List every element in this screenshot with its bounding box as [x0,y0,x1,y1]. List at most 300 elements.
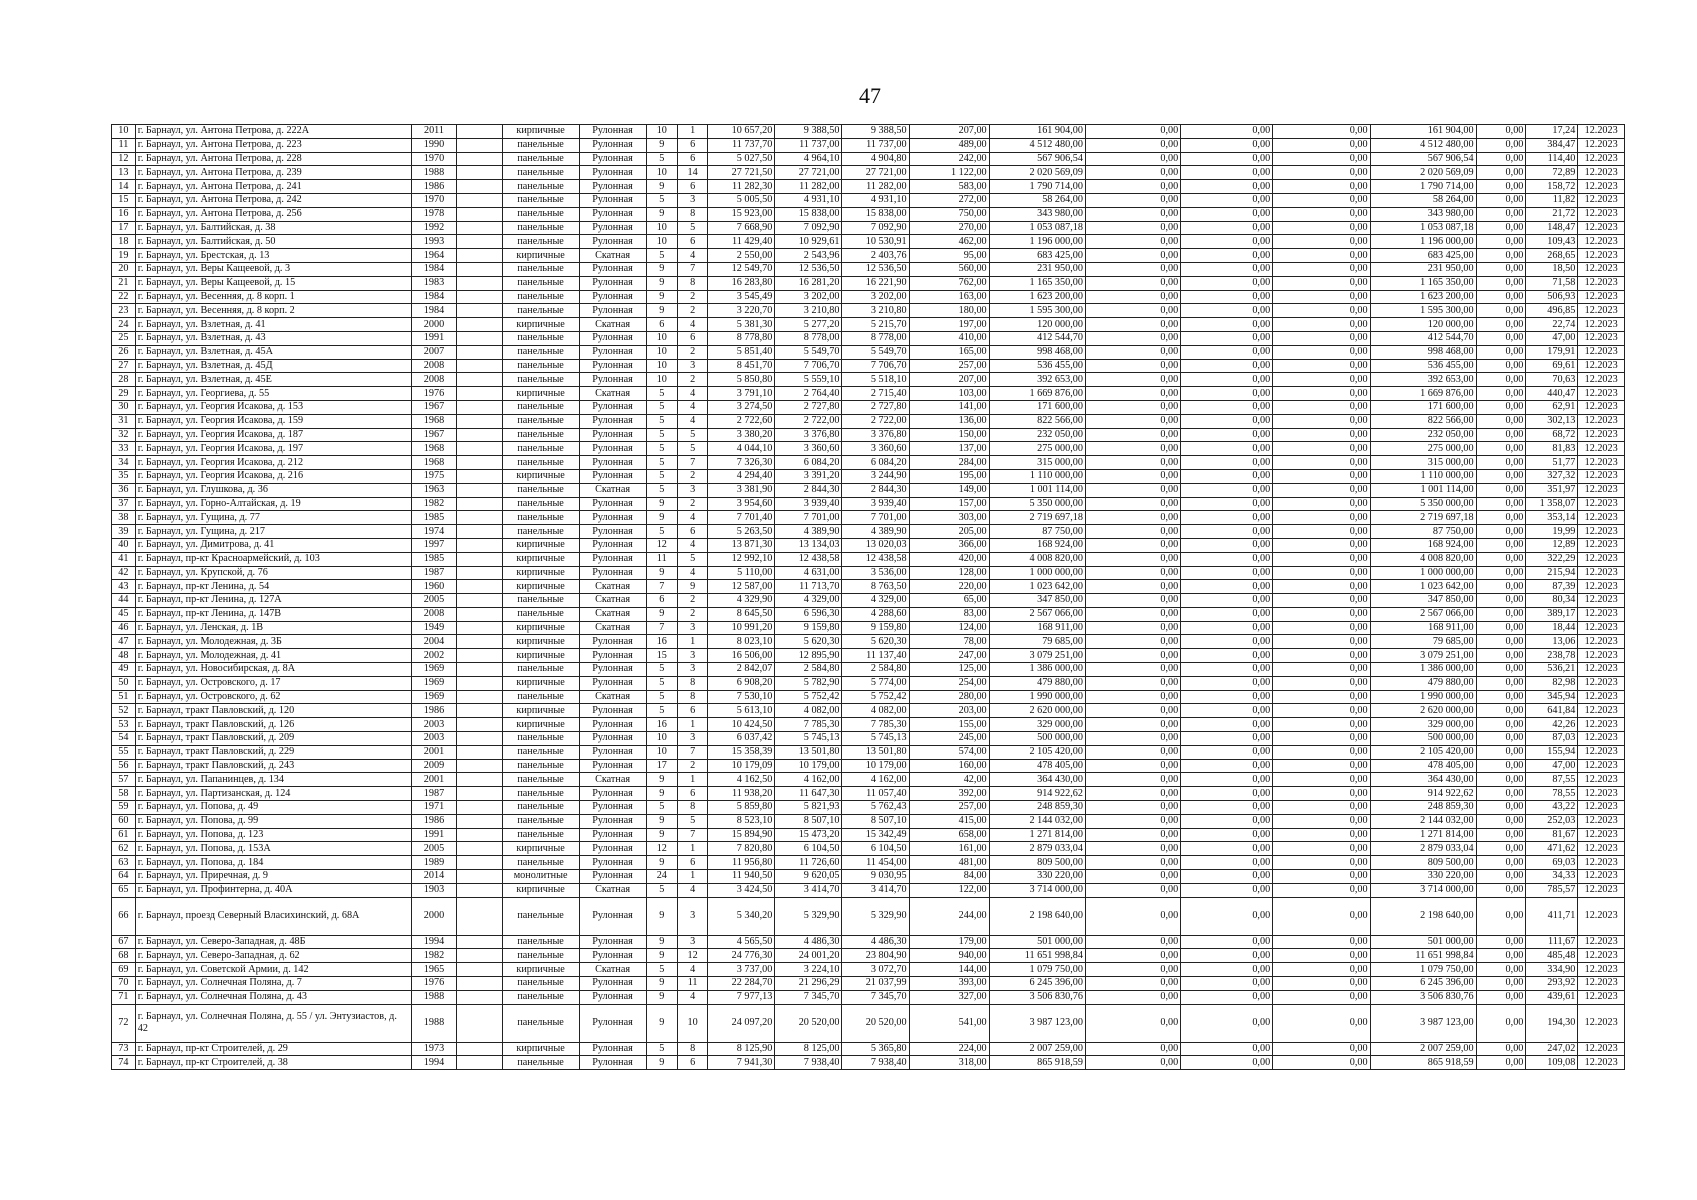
table-cell: 8 778,80 [708,331,775,345]
table-cell: г. Барнаул, ул. Горно-Алтайская, д. 19 [135,497,411,511]
table-cell: 78,55 [1526,787,1578,801]
table-cell: 481,00 [909,856,989,870]
table-cell: 3 381,90 [708,483,775,497]
table-cell: 20 [112,262,136,276]
table-cell: г. Барнаул, ул. Островского, д. 17 [135,676,411,690]
table-cell: г. Барнаул, ул. Крупской, д. 76 [135,566,411,580]
table-cell: 42,26 [1526,718,1578,732]
table-cell: Рулонная [579,497,646,511]
table-cell: 1993 [411,235,456,249]
table-cell: г. Барнаул, ул. Георгия Исакова, д. 153 [135,400,411,414]
table-cell: 0,00 [1181,580,1273,594]
table-cell: 10 [646,166,677,180]
table-cell: 12 [646,842,677,856]
table-cell: 4 904,80 [842,152,909,166]
table-row [112,359,1625,373]
table-cell: 12.2023 [1578,469,1625,483]
table-cell: г. Барнаул, ул. Солнечная Поляна, д. 43 [135,990,411,1004]
table-cell [457,483,502,497]
table-cell: 12.2023 [1578,414,1625,428]
table-cell: 0,00 [1273,883,1370,897]
table-cell: г. Барнаул, ул. Антона Петрова, д. 228 [135,152,411,166]
table-row [112,414,1625,428]
table-cell: 0,00 [1273,304,1370,318]
table-cell: Рулонная [579,511,646,525]
table-row [112,456,1625,470]
table-cell: 9 [646,290,677,304]
table-cell: 109,08 [1526,1056,1578,1070]
table-cell: 9 [646,949,677,963]
table-cell: 2004 [411,635,456,649]
table-row [112,949,1625,963]
table-cell: панельные [502,428,579,442]
table-cell: кирпичные [502,676,579,690]
table-cell: г. Барнаул, ул. Взлетная, д. 43 [135,331,411,345]
table-cell: 0,00 [1273,387,1370,401]
table-cell: 17 [646,759,677,773]
table-cell: 1 165 350,00 [1370,276,1476,290]
table-cell: 6 [677,1056,707,1070]
table-cell: 1 [677,773,707,787]
table-cell: 0,00 [1273,345,1370,359]
table-cell: 0,00 [1273,704,1370,718]
table-cell: 12.2023 [1578,828,1625,842]
table-cell: 12 [646,538,677,552]
table-cell: 4 [677,318,707,332]
table-cell: 1967 [411,400,456,414]
table-cell: 11 737,00 [775,138,842,152]
table-cell: 0,00 [1273,676,1370,690]
table-cell: 0,00 [1181,842,1273,856]
table-cell: 5 [646,442,677,456]
table-cell: 81,67 [1526,828,1578,842]
table-cell: 9 [677,580,707,594]
table-cell: 0,00 [1476,949,1526,963]
table-cell: 2 [677,607,707,621]
table-cell: панельные [502,138,579,152]
table-cell: 0,00 [1085,842,1180,856]
table-cell: 0,00 [1273,180,1370,194]
table-cell: 6 245 396,00 [1370,977,1476,991]
table-cell: 1992 [411,221,456,235]
table-cell: 0,00 [1181,594,1273,608]
table-cell: 7 820,80 [708,842,775,856]
table-cell: 18 [112,235,136,249]
table-cell: 5 381,30 [708,318,775,332]
table-cell: 0,00 [1085,359,1180,373]
table-cell: 231 950,00 [1370,262,1476,276]
table-cell [457,193,502,207]
table-row [112,345,1625,359]
table-cell: 1 623 200,00 [1370,290,1476,304]
table-cell: 0,00 [1085,262,1180,276]
table-cell: г. Барнаул, ул. Попова, д. 99 [135,814,411,828]
table-row [112,400,1625,414]
table-cell: г. Барнаул, ул. Солнечная Поляна, д. 7 [135,977,411,991]
table-cell: 0,00 [1476,704,1526,718]
table-cell: 1982 [411,497,456,511]
table-cell: 0,00 [1476,180,1526,194]
table-cell: 34,33 [1526,870,1578,884]
table-cell: 1 386 000,00 [989,663,1085,677]
table-cell: 1982 [411,949,456,963]
table-cell: 5 752,42 [842,690,909,704]
table-cell: 0,00 [1476,538,1526,552]
table-cell: 0,00 [1273,635,1370,649]
table-cell: 3 079 251,00 [1370,649,1476,663]
table-cell: 9 [646,304,677,318]
table-row [112,387,1625,401]
table-cell: 69 [112,963,136,977]
table-cell: 13 020,03 [842,538,909,552]
table-cell: 0,00 [1476,828,1526,842]
table-cell: Рулонная [579,676,646,690]
table-cell: 47,00 [1526,759,1578,773]
table-cell: панельные [502,759,579,773]
table-cell: 16 [646,718,677,732]
table-cell: 0,00 [1273,963,1370,977]
table-cell: 5 752,42 [775,690,842,704]
table-cell [457,180,502,194]
table-cell: 0,00 [1273,594,1370,608]
table-cell: 15 838,00 [842,207,909,221]
table-cell: 5 [646,963,677,977]
table-cell: 12 536,50 [842,262,909,276]
table-cell: 0,00 [1273,318,1370,332]
table-cell: 392 653,00 [989,373,1085,387]
table-cell: 0,00 [1476,580,1526,594]
table-cell: Рулонная [579,897,646,935]
table-cell: 0,00 [1273,690,1370,704]
table-cell: 7 [646,580,677,594]
table-cell: 0,00 [1181,773,1273,787]
table-cell: Рулонная [579,759,646,773]
table-cell: 3 202,00 [842,290,909,304]
table-cell: 5 851,40 [708,345,775,359]
table-cell: 10 [646,745,677,759]
table-cell: 0,00 [1181,442,1273,456]
table-cell: 5 [646,400,677,414]
table-cell: 0,00 [1181,469,1273,483]
table-cell: 4 008 820,00 [1370,552,1476,566]
table-cell: 12.2023 [1578,649,1625,663]
table-cell: 215,94 [1526,566,1578,580]
table-cell: 4 [677,387,707,401]
table-cell: 485,48 [1526,949,1578,963]
table-cell: 12 587,00 [708,580,775,594]
table-cell: 37 [112,497,136,511]
table-cell: Рулонная [579,538,646,552]
table-cell: г. Барнаул, проезд Северный Власихинский, д. 68А [135,897,411,935]
table-cell: 10 929,61 [775,235,842,249]
table-cell: 2 842,07 [708,663,775,677]
table-cell: 0,00 [1273,745,1370,759]
table-cell: г. Барнаул, ул. Глушкова, д. 36 [135,483,411,497]
table-cell: 12.2023 [1578,318,1625,332]
table-cell: 45 [112,607,136,621]
table-cell: 11 938,20 [708,787,775,801]
table-cell: г. Барнаул, ул. Попова, д. 123 [135,828,411,842]
table-cell: 2003 [411,732,456,746]
table-cell: 13 501,80 [842,745,909,759]
table-cell: 11 940,50 [708,870,775,884]
table-cell: 12.2023 [1578,990,1625,1004]
table-cell: 1967 [411,428,456,442]
table-cell: 10 657,20 [708,125,775,139]
table-cell: 47 [112,635,136,649]
table-cell: 0,00 [1273,125,1370,139]
table-cell: 1973 [411,1042,456,1056]
table-cell: 4 389,90 [775,525,842,539]
table-cell: 0,00 [1273,497,1370,511]
table-cell: 5 350 000,00 [989,497,1085,511]
table-cell: 0,00 [1273,759,1370,773]
table-cell [457,304,502,318]
table-cell: 6 [677,704,707,718]
table-cell: 7 [677,745,707,759]
table-cell: 10 179,00 [842,759,909,773]
table-cell: 1 165 350,00 [989,276,1085,290]
housing-register-table [111,124,1625,1070]
table-cell: 2007 [411,345,456,359]
table-cell: 0,00 [1181,235,1273,249]
table-cell: г. Барнаул, ул. Гущина, д. 217 [135,525,411,539]
table-cell: 1 [677,125,707,139]
table-cell: 411,71 [1526,897,1578,935]
table-cell [457,387,502,401]
table-cell: 1991 [411,331,456,345]
table-cell: 0,00 [1273,814,1370,828]
table-cell: 52 [112,704,136,718]
table-cell: 3 220,70 [708,304,775,318]
table-cell: 0,00 [1273,538,1370,552]
table-cell: 12 [112,152,136,166]
table-cell: 11 [646,552,677,566]
table-cell: 0,00 [1085,704,1180,718]
table-cell: 205,00 [909,525,989,539]
table-cell: Скатная [579,483,646,497]
table-cell: 0,00 [1476,207,1526,221]
table-cell: 914 922,62 [989,787,1085,801]
table-cell: панельные [502,276,579,290]
table-cell: 171 600,00 [989,400,1085,414]
table-cell [457,566,502,580]
table-cell: 161,00 [909,842,989,856]
table-cell: 583,00 [909,180,989,194]
table-cell: 3 391,20 [775,469,842,483]
table-cell: 8 451,70 [708,359,775,373]
table-cell: 2008 [411,607,456,621]
table-cell: 5 [646,1042,677,1056]
table-row [112,249,1625,263]
table-cell: 3 987 123,00 [1370,1004,1476,1042]
table-cell: 3 244,90 [842,469,909,483]
table-cell: 12.2023 [1578,801,1625,815]
table-cell: 252,03 [1526,814,1578,828]
table-cell: 4 512 480,00 [1370,138,1476,152]
table-cell: 3 [677,935,707,949]
table-row [112,718,1625,732]
table-cell: 1986 [411,814,456,828]
table-cell: 150,00 [909,428,989,442]
table-cell: 1960 [411,580,456,594]
table-cell: 23 [112,304,136,318]
table-cell: 5 [646,456,677,470]
table-cell: 232 050,00 [1370,428,1476,442]
table-cell: 8 [677,801,707,815]
table-cell: 70,63 [1526,373,1578,387]
table-cell: панельные [502,456,579,470]
table-cell: 0,00 [1273,290,1370,304]
table-cell: 15 838,00 [775,207,842,221]
table-cell: 3 210,80 [775,304,842,318]
table-cell: г. Барнаул, ул. Антона Петрова, д. 223 [135,138,411,152]
table-cell: 0,00 [1181,676,1273,690]
table-cell: панельные [502,331,579,345]
table-cell: 1 990 000,00 [989,690,1085,704]
table-cell: 136,00 [909,414,989,428]
table-cell [457,718,502,732]
table-cell: г. Барнаул, тракт Павловский, д. 229 [135,745,411,759]
table-cell: 914 922,62 [1370,787,1476,801]
table-cell: 412 544,70 [989,331,1085,345]
table-cell: 57 [112,773,136,787]
table-cell: 0,00 [1085,511,1180,525]
table-row [112,373,1625,387]
table-row [112,566,1625,580]
table-cell: 18,50 [1526,262,1578,276]
table-cell: 120 000,00 [989,318,1085,332]
table-cell: 0,00 [1085,414,1180,428]
table-cell: 0,00 [1085,1004,1180,1042]
table-cell: 0,00 [1273,400,1370,414]
table-cell: панельные [502,262,579,276]
table-cell: 0,00 [1476,400,1526,414]
table-cell: 1 196 000,00 [1370,235,1476,249]
table-cell: 0,00 [1476,607,1526,621]
table-cell: 0,00 [1273,773,1370,787]
table-cell: 65 [112,883,136,897]
table-cell: 11 647,30 [775,787,842,801]
table-cell: 683 425,00 [1370,249,1476,263]
table-cell: 120 000,00 [1370,318,1476,332]
table-cell: 0,00 [1273,235,1370,249]
table-cell: 0,00 [1085,290,1180,304]
table-cell: 207,00 [909,373,989,387]
table-cell [457,318,502,332]
table-cell: 0,00 [1476,456,1526,470]
table-cell: 351,97 [1526,483,1578,497]
table-cell: 5 [646,193,677,207]
table-cell: 7 092,90 [842,221,909,235]
table-cell: 2 020 569,09 [989,166,1085,180]
table-cell: 12.2023 [1578,732,1625,746]
table-cell: 5 [677,428,707,442]
table-cell: Рулонная [579,152,646,166]
table-cell: Скатная [579,387,646,401]
table-cell: 0,00 [1476,690,1526,704]
table-cell: 11 057,40 [842,787,909,801]
table-cell: 12.2023 [1578,580,1625,594]
table-cell: 1 790 714,00 [1370,180,1476,194]
table-cell: 785,57 [1526,883,1578,897]
table-cell: 12.2023 [1578,262,1625,276]
table-row [112,552,1625,566]
table-cell: 0,00 [1085,594,1180,608]
table-cell: 12.2023 [1578,883,1625,897]
table-cell: 24 [112,318,136,332]
table-cell: 3 360,60 [775,442,842,456]
table-cell: г. Барнаул, тракт Павловский, д. 243 [135,759,411,773]
table-cell: 4 [677,400,707,414]
table-cell: 155,00 [909,718,989,732]
table-cell [457,414,502,428]
table-cell: 122,00 [909,883,989,897]
table-row [112,828,1625,842]
table-cell: 0,00 [1476,663,1526,677]
table-cell: 865 918,59 [989,1056,1085,1070]
table-cell: 0,00 [1181,138,1273,152]
table-cell: 1989 [411,856,456,870]
table-cell: г. Барнаул, ул. Взлетная, д. 45А [135,345,411,359]
table-cell: 5 [677,814,707,828]
table-cell [457,787,502,801]
table-cell [457,138,502,152]
table-cell: 0,00 [1181,704,1273,718]
table-cell: 168 924,00 [989,538,1085,552]
table-cell: 478 405,00 [989,759,1085,773]
table-cell: 1 079 750,00 [989,963,1085,977]
table-cell: 0,00 [1085,373,1180,387]
table-cell: 30 [112,400,136,414]
table-cell: 0,00 [1181,566,1273,580]
table-cell: 2 105 420,00 [1370,745,1476,759]
table-cell: 12.2023 [1578,690,1625,704]
table-cell: панельные [502,345,579,359]
table-cell: Рулонная [579,235,646,249]
table-cell: 161 904,00 [1370,125,1476,139]
table-cell: 12.2023 [1578,1042,1625,1056]
table-cell: 0,00 [1476,635,1526,649]
table-cell: 0,00 [1273,221,1370,235]
table-cell: 6 104,50 [842,842,909,856]
table-cell: 2 007 259,00 [1370,1042,1476,1056]
table-cell: 220,00 [909,580,989,594]
table-cell: кирпичные [502,387,579,401]
table-cell: 62 [112,842,136,856]
table-cell: 4 082,00 [842,704,909,718]
table-cell: 7 345,70 [842,990,909,1004]
table-cell: 238,78 [1526,649,1578,663]
table-cell: Рулонная [579,566,646,580]
table-cell: 12.2023 [1578,949,1625,963]
table-cell: 8 645,50 [708,607,775,621]
table-cell: 9 [646,138,677,152]
table-cell: 0,00 [1181,990,1273,1004]
table-cell: 148,47 [1526,221,1578,235]
table-cell: 2009 [411,759,456,773]
table-cell: г. Барнаул, пр-кт Ленина, д. 54 [135,580,411,594]
table-cell: 0,00 [1085,801,1180,815]
table-cell: 303,00 [909,511,989,525]
table-cell: 479 880,00 [1370,676,1476,690]
table-cell: 0,00 [1181,276,1273,290]
table-cell: 0,00 [1181,428,1273,442]
table-cell: 6 596,30 [775,607,842,621]
table-cell: 51 [112,690,136,704]
table-cell: 163,00 [909,290,989,304]
table-cell: 809 500,00 [989,856,1085,870]
